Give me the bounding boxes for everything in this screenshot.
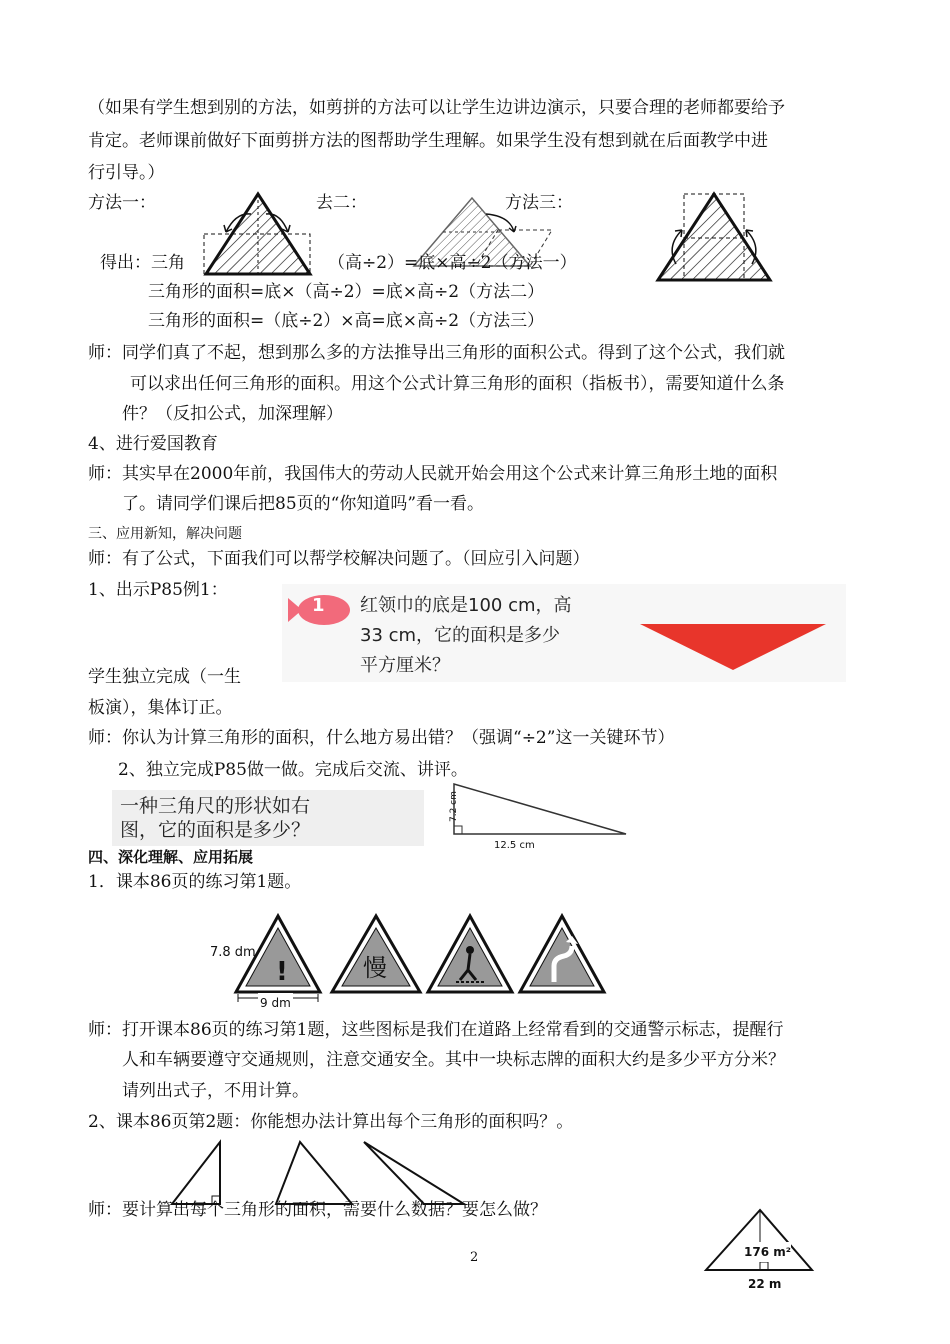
section-4-heading: 4、进行爱国教育 (88, 434, 218, 454)
ruler-triangle-diagram (442, 780, 632, 838)
area-base-label: 22 m (748, 1277, 782, 1291)
ruler-question-line-2: 图，它的面积是多少？ (120, 819, 311, 841)
teacher-5-line-2: 人和车辆要遵守交通规则，注意交通安全。其中一块标志牌的面积大约是多少平方分米？ (122, 1050, 785, 1070)
teacher-1-line-3: 件？（反扣公式，加深理解） (122, 404, 343, 424)
area-triangle-diagram (702, 1206, 816, 1276)
example-badge-number: 1 (312, 595, 325, 616)
ruler-question-box (112, 790, 424, 846)
exclaim-symbol: ! (276, 957, 288, 987)
warning-sign-curve (520, 916, 604, 992)
teacher-6: 师：要计算出每个三角形的面积，需要什么数据？要怎么做？ (88, 1200, 547, 1220)
example-after-line-2: 板演），集体订正。 (88, 698, 233, 718)
exercise-2: 2、课本86页第2题：你能想办法计算出每个三角形的面积吗？。 (88, 1112, 574, 1132)
method-3-diagram (652, 184, 776, 286)
ruler-question-line-1: 一种三角尺的形状如右 (120, 795, 311, 817)
derive-prefix: 得出：三角 (100, 253, 185, 273)
teacher-3: 师：有了公式，下面我们可以帮学校解决问题了。（回应引入问题） (88, 549, 590, 569)
example-text-line-1: 红领巾的底是100 cm，高 (360, 595, 572, 616)
page-number: 2 (470, 1250, 479, 1265)
teacher-1-line-1: 师：同学们真了不起，想到那么多的方法推导出三角形的面积公式。得到了这个公式，我们就 (88, 343, 785, 363)
area-label: 176 m² (744, 1242, 791, 1262)
traffic-signs (232, 910, 612, 1004)
sign-height-label: 7.8 dm (210, 945, 256, 960)
example-text-line-2: 33 cm，它的面积是多少 (360, 625, 561, 646)
intro-line-1: （如果有学生想到别的方法，如剪拼的方法可以让学生边讲边演示，只要合理的老师都要给予 (88, 98, 785, 118)
three-triangles (168, 1138, 468, 1208)
warning-sign-pedestrian (428, 916, 512, 992)
method-2-label: 去二： (316, 193, 367, 213)
red-scarf-triangle (638, 622, 828, 672)
method-3-label: 方法三： (505, 193, 573, 213)
part-3-heading: 三、应用新知，解决问题 (88, 526, 242, 542)
formula-2: 三角形的面积=底×（高÷2）=底×高÷2（方法二） (148, 282, 545, 302)
formula-3: 三角形的面积=（底÷2）×高=底×高÷2（方法三） (148, 311, 545, 331)
teacher-2-line-2: 了。请同学们课后把85页的“你知道吗”看一看。 (122, 494, 485, 514)
example-1-label: 1、出示P85例1： (88, 580, 228, 600)
example-text-line-3: 平方厘米？ (360, 655, 450, 676)
teacher-1-line-2: 可以求出任何三角形的面积。用这个公式计算三角形的面积（指板书），需要知道什么条 (130, 374, 785, 394)
ruler-base-label: 12.5 cm (494, 840, 535, 851)
ruler-height-label: 7.2 cm (449, 791, 459, 822)
slow-character: 慢 (363, 954, 387, 982)
intro-line-2: 肯定。老师课前做好下面剪拼方法的图帮助学生理解。如果学生没有想到就在后面教学中进 (88, 131, 768, 151)
example-1-image (282, 584, 846, 682)
teacher-5-line-1: 师：打开课本86页的练习第1题，这些图标是我们在道路上经常看到的交通警示标志，提醒行 (88, 1020, 784, 1040)
example-after-line-1: 学生独立完成（一生 (88, 667, 241, 687)
exercise-1: 1．课本86页的练习第1题。 (88, 872, 302, 892)
part-4-heading: 四、深化理解、应用拓展 (88, 848, 254, 866)
formula-1-rest: （高÷2）=底×高÷2（方法一） (328, 253, 577, 273)
teacher-5-line-3: 请列出式子，不用计算。 (122, 1081, 309, 1101)
intro-line-3: 行引导。） (88, 163, 165, 183)
task-2: 2、独立完成P85做一做。完成后交流、讲评。 (118, 760, 468, 780)
teacher-4: 师：你认为计算三角形的面积，什么地方易出错？（强调“÷2”这一关键环节） (88, 728, 675, 748)
method-1-diagram (196, 190, 320, 280)
sign-base-label: 9 dm (258, 993, 293, 1013)
teacher-2-line-1: 师：其实早在2000年前，我国伟大的劳动人民就开始会用这个公式来计算三角形土地的面积 (88, 464, 778, 484)
method-1-label: 方法一： (88, 193, 156, 213)
